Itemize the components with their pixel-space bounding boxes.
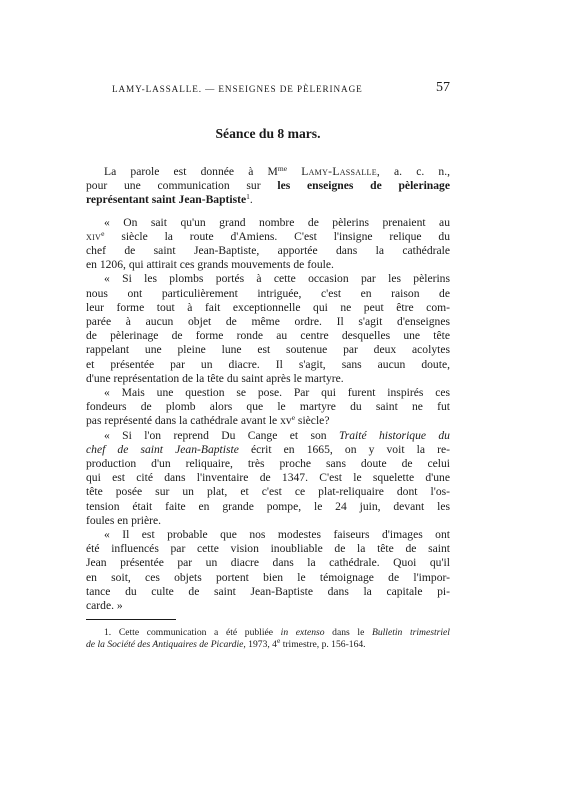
text-line: et présentée par un diacre. Il s'agit, sans aucun doute,	[86, 357, 450, 371]
footnote-marker: 1	[246, 192, 250, 202]
text-fragment: pas représenté dans la cathédrale avant le xv	[86, 414, 292, 428]
body-text	[86, 165, 450, 613]
footnote-text: , 1973, 4	[243, 639, 277, 651]
intro-subject: représentant saint Jean-Baptiste	[86, 193, 247, 207]
text-line: « Si les plombs portés à cette occasion par les pèlerins	[104, 272, 450, 286]
text-line: rappelant une pleine lune est soutenue par deux acolytes	[86, 343, 450, 357]
text-line: nous ont particulièrement intriguée, c'est en raison de	[86, 286, 450, 300]
superscript: e	[101, 228, 105, 238]
page	[86, 0, 450, 800]
footnote-line	[86, 627, 450, 639]
text-line: production d'un reliquaire, très proche sans doute de celui	[86, 457, 450, 471]
section-title: Séance du 8 mars.	[215, 126, 321, 141]
text-line: Jean présentée par un diacre dans la cathédrale. Quoi qu'il	[86, 556, 450, 570]
intro-subject: les enseignes de pèlerinage	[277, 179, 450, 193]
text-line: qui est cité dans l'inventaire de 1347. C'est le squelette d'une	[86, 471, 450, 485]
footnote-rule	[86, 619, 176, 620]
intro-line	[86, 193, 450, 207]
paragraph-1	[86, 216, 450, 273]
book-title: chef de saint Jean-Baptiste	[86, 442, 239, 456]
speaker-name: Lamy-Lassalle	[301, 165, 377, 178]
intro-text: La parole est donnée à M	[104, 165, 278, 178]
page-number: 57	[436, 80, 450, 95]
intro-text: .	[249, 193, 253, 207]
intro-superscript: me	[277, 164, 288, 173]
text-line	[86, 414, 450, 428]
text-line: en 1206, qui attirait ces grands mouvements de foule.	[86, 258, 334, 272]
text-line: d'une représentation de la tête du saint après le martyre.	[86, 371, 344, 385]
running-header	[86, 82, 450, 98]
paragraph-2	[86, 272, 450, 386]
footnote-italic: in extenso	[280, 627, 325, 638]
text-line: leur forme tout à fait exceptionnelle qui ne peut être com-	[86, 300, 450, 314]
journal-title: de la Société des Antiquaires de Picardie	[86, 639, 244, 651]
superscript: e	[276, 636, 281, 646]
footnote-text: 1. Cette communication a été publiée	[104, 627, 281, 638]
text-line: « Mais une question se pose. Par qui furent inspirés ces	[104, 386, 450, 400]
paragraph-4	[86, 429, 450, 528]
text-line	[86, 230, 450, 244]
text-line: de pèlerinage de forme ronde au centre desquelles une tête	[86, 329, 450, 343]
text-line: « Il est probable que nos modestes faiseurs d'images ont	[104, 528, 450, 542]
paragraph-5	[86, 528, 450, 613]
text-fragment: « Si l'on reprend Du Cange et son	[104, 428, 339, 442]
footnote-line	[86, 636, 450, 651]
text-line: carde. »	[86, 599, 123, 613]
text-line	[86, 443, 450, 457]
footnote	[86, 627, 450, 652]
footnote-text: trimestre, p. 156-164.	[280, 639, 366, 651]
text-line: en soit, ces objets portent bien le témoignage de l'impor-	[86, 570, 450, 584]
text-fragment: siècle?	[295, 414, 330, 428]
text-fragment: siècle la route d'Amiens. C'est l'insigne relique du	[104, 229, 450, 243]
text-line: « On sait qu'un grand nombre de pèlerins prenaient au	[104, 215, 450, 229]
text-fragment: écrit en 1665, on y voit la re-	[238, 442, 450, 456]
text-line: tance du culte de saint Jean-Baptiste dans la capitale pi-	[86, 584, 450, 598]
text-line	[86, 429, 450, 443]
journal-title: Bulletin trimestriel	[371, 627, 450, 638]
text-line: chef de saint Jean-Baptiste, apportée dans la cathédrale	[86, 244, 450, 258]
century-numeral: xiv	[86, 229, 102, 243]
footnote-text: dans le	[324, 627, 372, 638]
text-line: foules en prière.	[86, 513, 162, 527]
text-line: tension était faite en grande pompe, le 24 juin, devant les	[86, 499, 450, 513]
text-line: parée à aucun objet de même ordre. Il s'agit d'enseignes	[86, 315, 450, 329]
text-line: tête posée sur un plat, et c'est ce plat-reliquaire dont l'os-	[86, 485, 450, 499]
paragraph-3	[86, 386, 450, 429]
running-head: LAMY-LASSALLE. — ENSEIGNES DE PÈLERINAGE	[112, 84, 363, 94]
intro-line	[86, 165, 450, 179]
intro-text: , a. c. n.,	[376, 165, 451, 178]
intro-text: pour une communication sur	[86, 179, 278, 193]
text-line: fondeurs de plomb alors que le martyre du saint ne fut	[86, 400, 450, 414]
superscript: e	[291, 413, 296, 423]
intro-paragraph	[86, 165, 450, 208]
text-line: été influencés par cette vision inoubliable de la tête de saint	[86, 542, 450, 556]
intro-line	[86, 179, 450, 193]
book-title: Traité historique du	[338, 428, 450, 442]
